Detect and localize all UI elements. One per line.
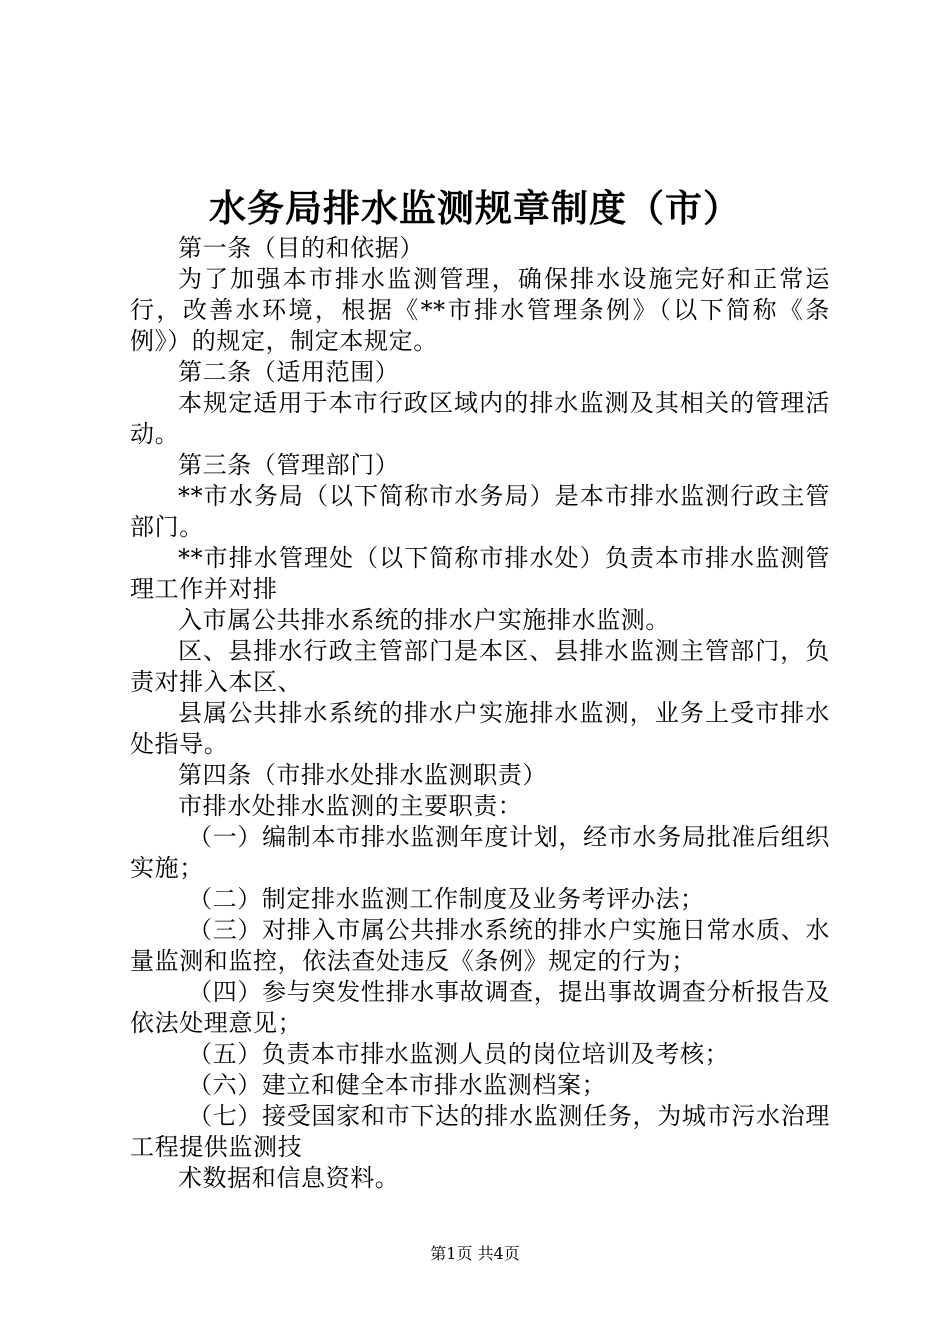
article-1-heading: 第一条（目的和依据） [178, 234, 424, 262]
duty-item-6: （六）建立和健全本市排水监测档案； [188, 1071, 607, 1099]
document-body [130, 233, 830, 1194]
article-3-body-1: **市水务局（以下简称市水务局）是本市排水监测行政主管部门。 [130, 482, 830, 541]
article-3-body-2: **市排水管理处（以下简称市排水处）负责本市排水监测管理工作并对排 [130, 544, 830, 603]
article-4-heading: 第四条（市排水处排水监测职责） [178, 761, 547, 789]
article-1-body: 为了加强本市排水监测管理，确保排水设施完好和正常运行，改善水环境，根据《**市排水管理条例》（以下简称《条例》）的规定，制定本规定。 [130, 265, 830, 355]
document-title: 水务局排水监测规章制度（市） [209, 186, 741, 230]
duty-item-2: （二）制定排水监测工作制度及业务考评办法； [188, 885, 705, 913]
duty-item-4: （四）参与突发性排水事故调查，提出事故调查分析报告及依法处理意见； [130, 978, 830, 1037]
article-3-body-5: 县属公共排水系统的排水户实施排水监测，业务上受市排水处指导。 [130, 699, 830, 758]
duty-item-5: （五）负责本市排水监测人员的岗位培训及考核； [188, 1040, 730, 1068]
duty-item-3: （三）对排入市属公共排水系统的排水户实施日常水质、水量监测和监控，依法查处违反《条例》规定的行为； [130, 916, 830, 975]
article-3-body-3: 入市属公共排水系统的排水户实施排水监测。 [178, 606, 670, 634]
duty-item-1: （一）编制本市排水监测年度计划，经市水务局批准后组织实施； [130, 823, 830, 882]
article-2-heading: 第二条（适用范围） [178, 358, 400, 386]
article-3-heading: 第三条（管理部门） [178, 451, 400, 479]
duty-item-7: （七）接受国家和市下达的排水监测任务，为城市污水治理工程提供监测技 [130, 1102, 830, 1161]
article-2-body: 本规定适用于本市行政区域内的排水监测及其相关的管理活动。 [130, 389, 830, 448]
article-3-body-4: 区、县排水行政主管部门是本区、县排水监测主管部门，负责对排入本区、 [130, 637, 830, 696]
duty-item-7-cont: 术数据和信息资料。 [178, 1164, 400, 1192]
article-4-intro: 市排水处排水监测的主要职责： [178, 792, 523, 820]
page-footer: 第1页 共4页 [430, 1244, 520, 1263]
